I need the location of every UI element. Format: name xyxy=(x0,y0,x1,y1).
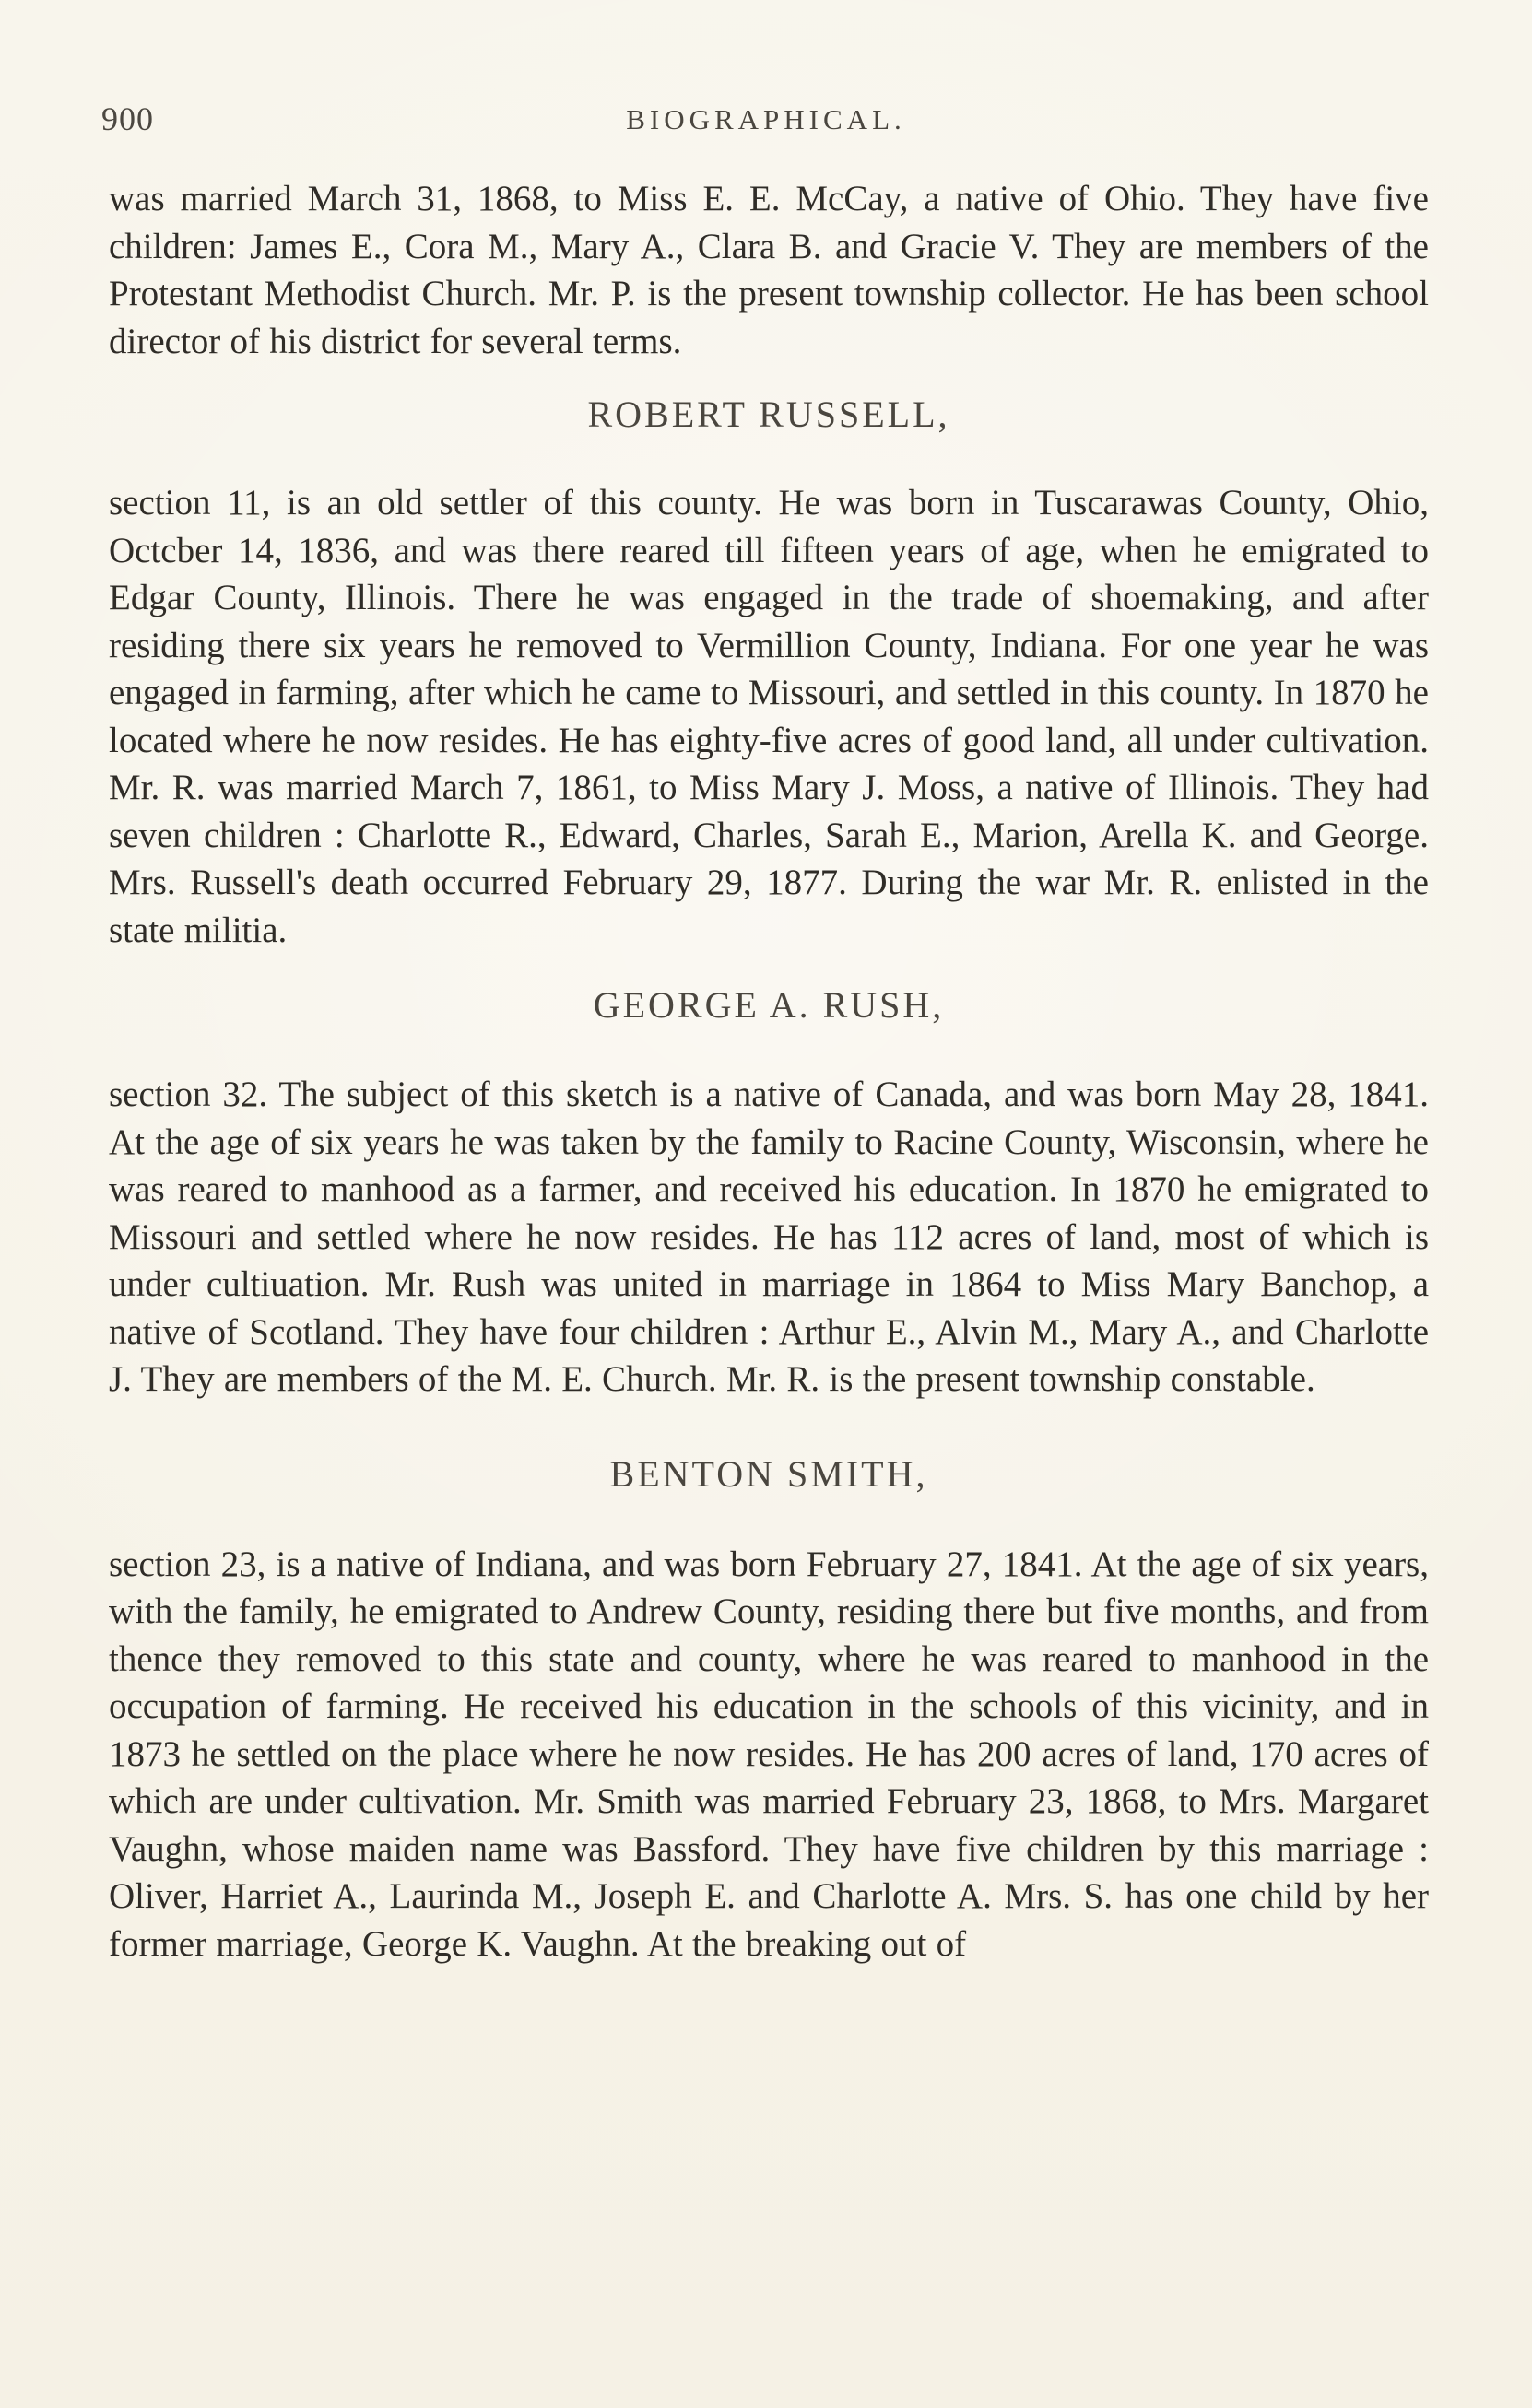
page-content xyxy=(109,175,1429,1968)
entry-heading-george-a-rush: GEORGE A. RUSH, xyxy=(593,984,945,1026)
continued-paragraph: was married March 31, 1868, to Miss E. E. McCay, a native of Ohio. They have five children: James E., Cora M., Mary A., Clara B. and Gracie V. They are members of the Protestant Methodist Church. Mr. P. is the present township collector. He has been school director of his district for several terms. xyxy=(109,179,1429,361)
page-number: 900 xyxy=(101,100,154,137)
entry-heading-robert-russell: ROBERT RUSSELL, xyxy=(587,394,950,435)
entry-heading-benton-smith: BENTON SMITH, xyxy=(609,1452,928,1495)
entry-paragraph-benton-smith: section 23, is a native of Indiana, and was born February 27, 1841. At the age of six years, with the family, he emigrated to Andrew County, residing there but five months, and from thence they removed to this state and county, where he was reared to manhood in the occupation of farming. He received his education in the schools of this vicinity, and in 1873 he settled on the place where he now resides. He has 200 acres of land, 170 acres of which are under cultivation. Mr. Smith was married February 23, 1868, to Mrs. Margaret Vaughn, whose maiden name was Bassford. They have five children by this marriage : Oliver, Harriet A., Laurinda M., Joseph E. and Charlotte A. Mrs. S. has one child by her former marriage, George K. Vaughn. At the breaking out of xyxy=(109,1544,1429,1964)
running-head: BIOGRAPHICAL. xyxy=(626,103,906,135)
entry-paragraph-george-a-rush: section 32. The subject of this sketch is a native of Canada, and was born May 28, 1841. At the age of six years he was taken by the family to Racine County, Wisconsin, where he was reared to manhood as a farmer, and received his education. In 1870 he emigrated to Missouri and settled where he now resides. He has 112 acres of land, most of which is under cultiuation. Mr. Rush was united in marriage in 1864 to Miss Mary Banchop, a native of Scotland. They have four children : Arthur E., Alvin M., Mary A., and Charlotte J. They are members of the M. E. Church. Mr. R. is the present township constable. xyxy=(109,1075,1429,1399)
page-header xyxy=(0,100,1532,136)
entry-paragraph-robert-russell: section 11, is an old settler of this county. He was born in Tuscarawas County, Ohio, Octcber 14, 1836, and was there reared till fifteen years of age, when he emigrated to Edgar County, Illinois. There he was engaged in the trade of shoemaking, and after residing there six years he removed to Vermillion County, Indiana. For one year he was engaged in farming, after which he came to Missouri, and settled in this county. In 1870 he located where he now resides. He has eighty-five acres of good land, all under cultivation. Mr. R. was married March 7, 1861, to Miss Mary J. Moss, a native of Illinois. They had seven children : Charlotte R., Edward, Charles, Sarah E., Marion, Arella K. and George. Mrs. Russell's death occurred February 29, 1877. During the war Mr. R. enlisted in the state militia. xyxy=(109,483,1429,950)
